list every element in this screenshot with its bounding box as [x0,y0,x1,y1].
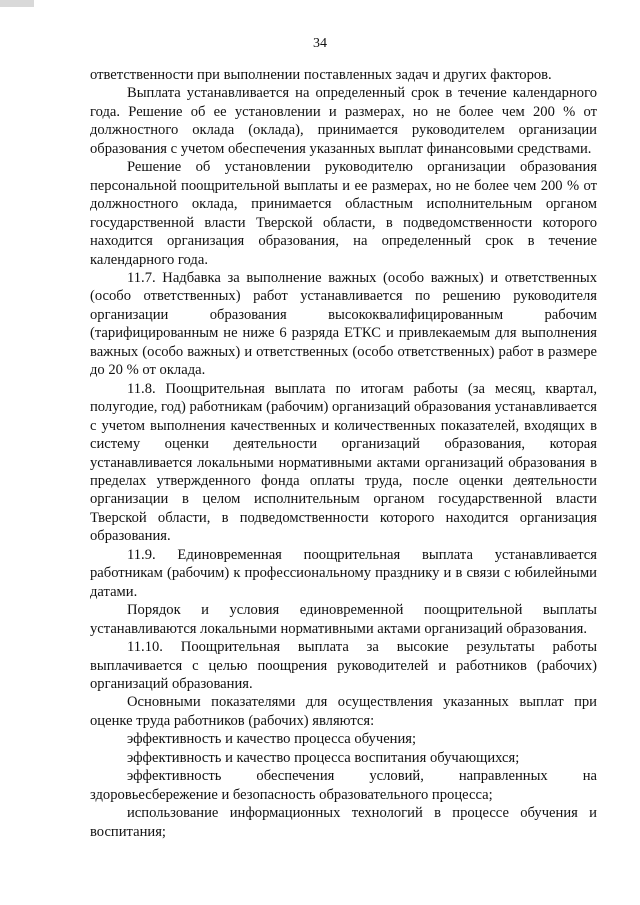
document-body [90,66,597,841]
paragraph-continuation: ответственности при выполнении поставленных задач и других факторов. [90,67,552,83]
page-number: 34 [313,36,327,51]
paragraph-main-indicators: Основными показателями для осуществления указанных выплат при оценке труда работников (рабочих) являются: [90,694,597,729]
paragraph-11-7: 11.7. Надбавка за выполнение важных (особо важных) и ответственных (особо ответственных) работ устанавливается по решению руководителя организации образования высококвалифицированным рабочим (тарифицированным не ниже 6 разряда ЕТКС и привлекаемым для выполнения важных (особо важных) и ответственных (особо ответственных) работ в размере до 20 % от оклада. [90,269,597,379]
list-item-upbringing-efficiency: эффективность и качество процесса воспитания обучающихся; [127,749,520,766]
paragraph-one-time-payment-order: Порядок и условия единовременной поощрительной выплаты устанавливаются локальными нормативными актами организаций образования. [90,602,597,637]
scan-edge-mark [0,0,34,7]
list-item-it-usage: использование информационных технологий в процессе обучения и воспитания; [90,805,597,840]
list-item-health-safety: эффективность обеспечения условий, направленных на здоровьесбережение и безопасность образовательного процесса; [90,768,597,803]
paragraph-11-10: 11.10. Поощрительная выплата за высокие результаты работы выплачивается с целью поощрения руководителей и работников (рабочих) организаций образования. [90,639,597,692]
list-item-learning-efficiency: эффективность и качество процесса обучения; [127,731,417,748]
paragraph-11-9: 11.9. Единовременная поощрительная выплата устанавливается работникам (рабочим) к профессиональному празднику и в связи с юбилейными датами. [90,546,597,600]
paragraph-payment-term: Выплата устанавливается на определенный срок в течение календарного года. Решение об ее установлении и размерах, но не более чем 200 % от должностного оклада (оклада), принимается руководителем организации образования с учетом обеспечения указанных выплат финансовыми средствами. [90,85,597,157]
paragraph-director-bonus: Решение об установлении руководителю организации образования персональной поощрительной выплаты и ее размерах, но не более чем 200 % от должностного оклада, принимается областным исполнительным органом государственной власти Тверской области, в подведомственности которого находится организация образования, на определенный срок в течение календарного года. [90,159,597,268]
paragraph-11-8: 11.8. Поощрительная выплата по итогам работы (за месяц, квартал, полугодие, год) работникам (рабочим) организаций образования устанавливается с учетом выполнения качественных и количественных показателей, входящих в систему оценки деятельности организаций образования, которая устанавливается локальными нормативными актами организаций образования в пределах утвержденного фонда оплаты труда, после оценки деятельности организации в целом исполнительным органом государственной власти Тверской области, в подведомственности которого находится организация образования. [90,380,597,545]
